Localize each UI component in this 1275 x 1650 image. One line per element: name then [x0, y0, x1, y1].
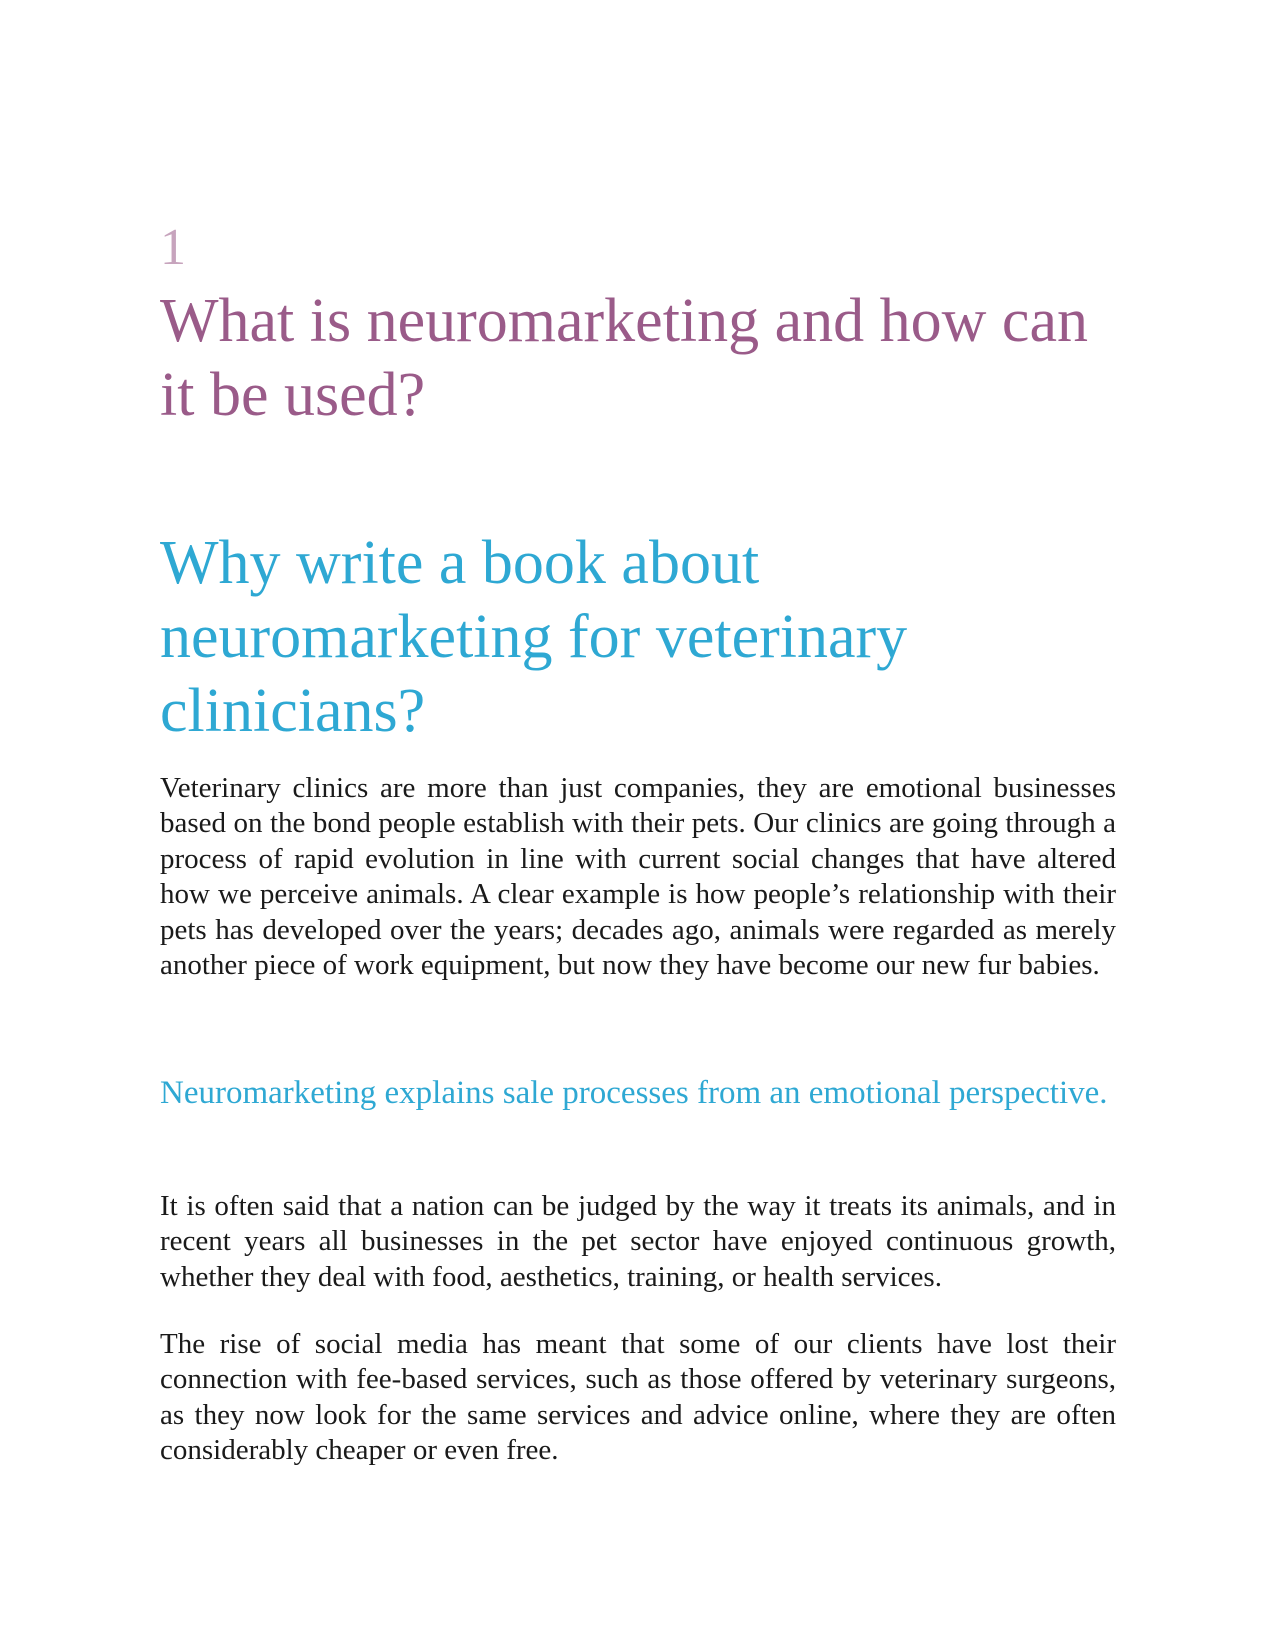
- section-title: Why write a book about neuromarketing for veterinary clinicians?: [160, 529, 908, 745]
- body-paragraph-2: It is often said that a nation can be judged by the way it treats its animals, and in recent years all businesses in the pet sector have enjoyed continuous growth, whether they deal with food, aesthetics, training, or health services.: [160, 1190, 1116, 1293]
- subheading: Neuromarketing explains sale processes from an emotional perspective.: [160, 1075, 1108, 1111]
- body-paragraph-3: The rise of social media has meant that some of our clients have lost their connection with fee-based services, such as those offered by veterinary surgeons, as they now look for the same services and advice online, where they are often considerably cheaper or even free.: [160, 1328, 1116, 1467]
- chapter-number: 1: [160, 219, 186, 276]
- chapter-title: What is neuromarketing and how can it be used?: [160, 287, 1088, 429]
- body-paragraph-1: Veterinary clinics are more than just companies, they are emotional businesses based on the bond people establish with their pets. Our clinics are going through a process of rapid evolution in line with current social changes that have altered how we perceive animals. A clear example is how people’s relationship with their pets has developed over the years; decades ago, animals were regarded as merely another piece of work equipment, but now they have become our new fur babies.: [160, 772, 1116, 982]
